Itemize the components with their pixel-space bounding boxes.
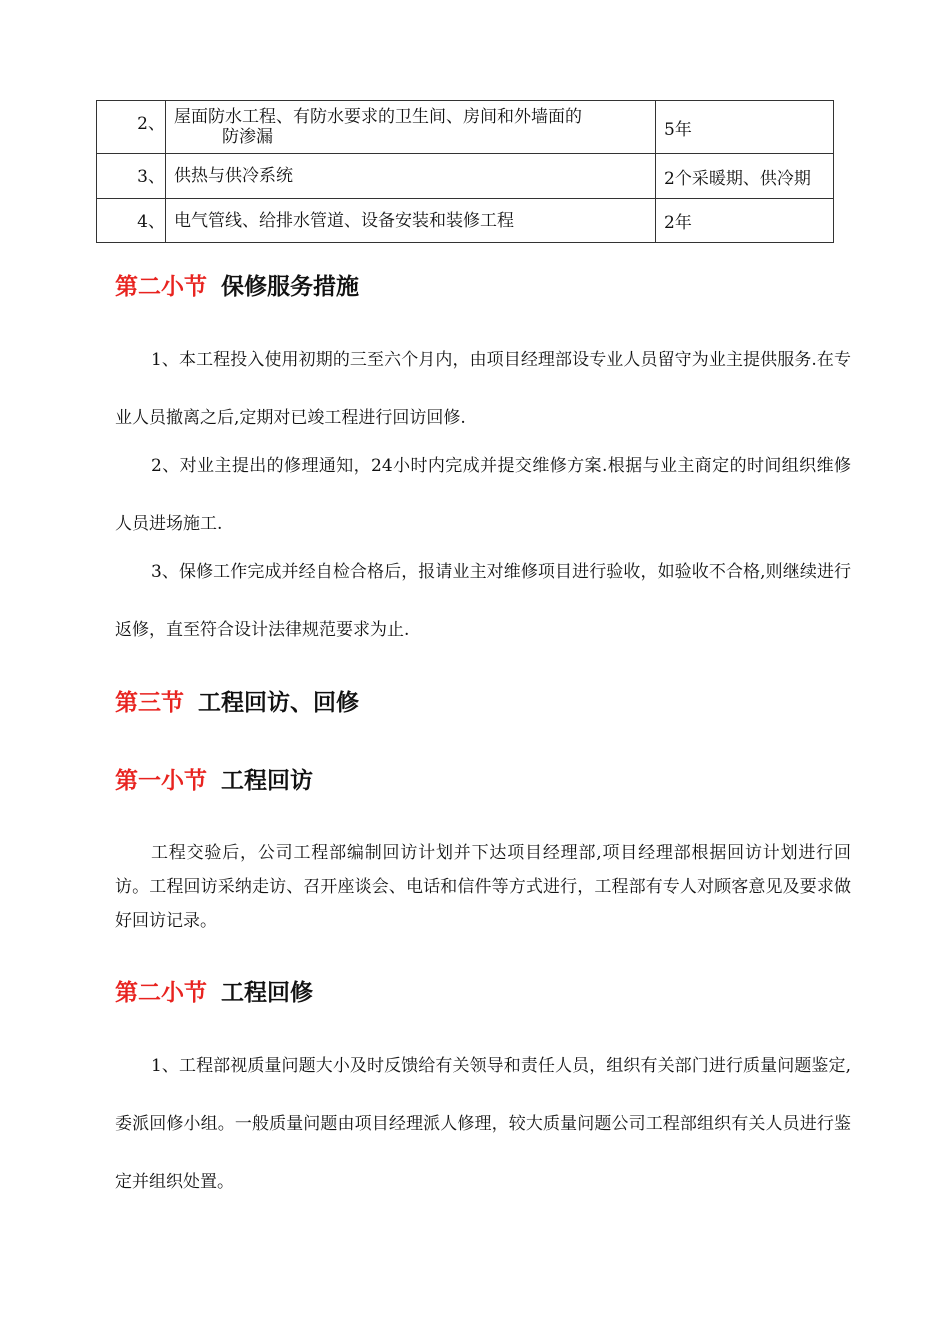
table-row <box>97 101 834 154</box>
section-heading-revisit-repair <box>115 684 359 717</box>
warranty-period-cell: 2个采暖期、供冷期 <box>656 154 834 199</box>
paragraph: 1、工程部视质量问题大小及时反馈给有关领导和责任人员，组织有关部门进行质量问题鉴定,委派回修小组。一般质量问题由项目经理派人修理，较大质量问题公司工程部组织有关人员进行鉴定并组织处置。 <box>115 1056 851 1192</box>
warranty-period-cell: 5年 <box>656 101 834 154</box>
table-row <box>97 154 834 199</box>
paragraph: 1、本工程投入使用初期的三至六个月内，由项目经理部设专业人员留守为业主提供服务.在专业人员撤离之后,定期对已竣工程进行回访回修. <box>115 350 851 428</box>
warranty-item-cell: 电气管线、给排水管道、设备安装和装修工程 <box>166 199 656 243</box>
section-heading-repair <box>115 974 313 1007</box>
heading-title: 工程回访、回修 <box>198 690 359 716</box>
paragraph: 工程交验后，公司工程部编制回访计划并下达项目经理部,项目经理部根据回访计划进行回访。工程回访采纳走访、召开座谈会、电话和信件等方式进行，工程部有专人对顾客意见及要求做好回访记录。 <box>115 843 851 931</box>
heading-label: 第三节 <box>115 690 184 716</box>
heading-label: 第一小节 <box>115 768 207 794</box>
warranty-item-cell <box>166 101 656 154</box>
warranty-item-text-continued: 防渗漏 <box>222 127 273 147</box>
row-number-cell: 4、 <box>97 199 166 243</box>
warranty-item-text: 屋面防水工程、有防水要求的卫生间、房间和外墙面的 <box>174 107 582 127</box>
row-number-cell: 2、 <box>97 101 166 154</box>
warranty-item-cell: 供热与供冷系统 <box>166 154 656 199</box>
heading-title: 保修服务措施 <box>221 274 359 300</box>
warranty-period-table <box>96 100 834 243</box>
row-number-cell: 3、 <box>97 154 166 199</box>
warranty-period-cell: 2年 <box>656 199 834 243</box>
heading-title: 工程回访 <box>221 768 313 794</box>
heading-label: 第二小节 <box>115 274 207 300</box>
section-heading-warranty-measures <box>115 268 359 301</box>
table-row <box>97 199 834 243</box>
paragraph: 2、对业主提出的修理通知，24小时内完成并提交维修方案.根据与业主商定的时间组织维修人员进场施工. <box>115 456 851 534</box>
heading-title: 工程回修 <box>221 980 313 1006</box>
section-heading-revisit <box>115 762 313 795</box>
heading-label: 第二小节 <box>115 980 207 1006</box>
paragraph: 3、保修工作完成并经自检合格后，报请业主对维修项目进行验收，如验收不合格,则继续进行返修，直至符合设计法律规范要求为止. <box>115 562 851 640</box>
